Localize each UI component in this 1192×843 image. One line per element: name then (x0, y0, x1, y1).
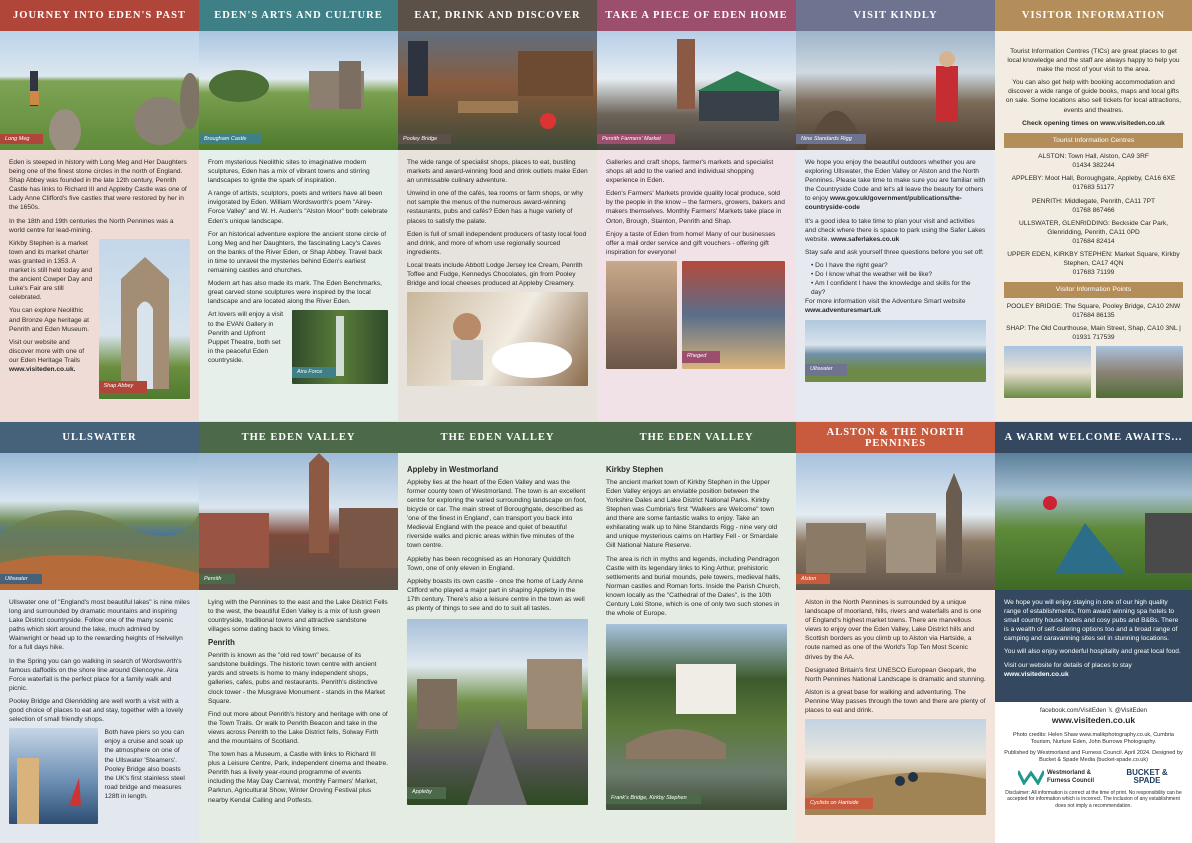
panel-heading: JOURNEY INTO EDEN'S PAST (0, 0, 199, 31)
panel-visitor-information (995, 0, 1192, 421)
address: SHAP: The Old Courthouse, Main Street, Shap, CA10 3NL | 01931 717539 (1006, 324, 1181, 341)
paragraph: Ullswater one of "England's most beautiful lakes" is nine miles long and surrounded by dramatic mountains and inspiring Lake District countryside. Follow one of the many scenic paths which skirt around the lake, much admired by Wainwright or head up to the rewarding heights of Helvellyn for a full days hike. (9, 599, 190, 652)
panel-eat-drink-and-discover (398, 0, 597, 421)
paragraph: We hope you enjoy the beautiful outdoors whether you are exploring Ullswater, the Eden Valley or Alston and the North Pennines. Please take time to make sure you are familiar with the Countryside Code and let's all leave the beauty for others to enjoy www.gov.uk/government/publications/the-countryside-code (805, 159, 986, 212)
photo-cyclists-on-hartside (805, 719, 986, 815)
photo-caption: Shap Abbey (99, 381, 148, 393)
paragraph: Designated Britain's first UNESCO European Geopark, the North Pennines National Landscape is dramatic and stunning. (805, 666, 986, 683)
photo-appleby (407, 619, 588, 805)
panel-warm-welcome (995, 422, 1192, 843)
photo-camping (995, 453, 1192, 590)
paragraph: The ancient market town of Kirkby Stephen in the Upper Eden Valley enjoys an enviable position between the Yorkshire Dales and Lake District National Parks. Kirkby Stephen was Cumbria's first "Walkers are Welcome" town and there are some fantastic walks to enjoy. Take an exhilarating walk up to Nine Standards Rigg - nine very old and unique mysterious cairns on Hartley Fell - or Smardale Gill National Nature Reserve. (606, 478, 778, 550)
panel-body (199, 150, 398, 392)
paragraph: Appleby has been recognised as an Honorary Quidditch Town, one of only eleven in England. (407, 555, 571, 572)
photo-caption: Nine Standards Rigg (796, 134, 866, 144)
photo-alston (796, 453, 995, 590)
paragraph: Visit our website for details of places to stay www.visiteden.co.uk (1004, 661, 1132, 678)
photo-caption: Brougham Castle (199, 134, 261, 144)
panel-body (796, 150, 995, 390)
section-bar: Tourist Information Centres (1004, 133, 1183, 148)
panel-body (995, 31, 1192, 406)
photo-penrith-farmers-market (597, 31, 796, 150)
list-item: • Do I have the right gear? (811, 261, 986, 270)
countryside-code-link[interactable]: www.gov.uk/government/publications/the-countryside-code (805, 195, 962, 212)
section-heading: Penrith (208, 638, 235, 648)
paragraph: Find out more about Penrith's history and heritage with one of the Town Trails. Or walk to Penrith Beacon and take in the views across Penrith to the Lake District fells, Solway Firth and the mountains of Scotland. (208, 710, 388, 745)
panel-heading: ALSTON & THE NORTH PENNINES (796, 422, 995, 453)
panel-heading: EDEN'S ARTS AND CULTURE (199, 0, 398, 31)
photo-ullswater (0, 453, 199, 590)
panel-edens-arts-and-culture (199, 0, 398, 421)
welcome-box (995, 590, 1192, 702)
paragraph: Both have piers so you can enjoy a cruise and soak up the atmosphere on one of the Ullswater 'Steamers'. Pooley Bridge also boasts the UK's first stainless steel road bridge and measures 128ft in length. (104, 729, 185, 800)
photo-shap-abbey (99, 239, 190, 399)
panel-heading: THE EDEN VALLEY (398, 422, 597, 453)
paragraph: A range of artists, sculptors, poets and writers have all been invigorated by Eden. William Wordsworth's poem "Airey-Force Valley" and W. H. Auden's "Alston Moor" both celebrate Eden's unique landscape. (208, 190, 388, 225)
photo-caption: Ullswater (805, 364, 847, 376)
address: ALSTON: Town Hall, Alston, CA9 3RF 01434 382244 (1038, 153, 1149, 170)
paragraph: Tourist Information Centres (TICs) are great places to get local knowledge and the staff are always happy to help you make the most of your visit to the area. (1007, 48, 1180, 74)
paragraph: Appleby lies at the heart of the Eden Valley and was the former county town of Westmorland. The town is an excellent centre for exploring the varied surrounding landscape on foot, bicycle or car. The main street of Boroughgate, described as 'one of the finest in England', can transport you back into Medieval England with the peace and quiet of beautiful riverside walks and picnic areas within five minutes of the town centre. (407, 478, 587, 550)
paragraph: Eden is steeped in history with Long Meg and Her Daughters being one of the finest stone circles in the north of England. Shap Abbey was founded in the late 12th century, Penrith Castle has links to Richard III and Appleby Castle was one of Lady Anne Clifford's five castles that were restored by her in the 1650s. (9, 159, 187, 212)
adventure-smart-link[interactable]: www.adventuresmart.uk (805, 307, 881, 315)
photo-long-meg (0, 31, 199, 150)
photo-building (1096, 346, 1183, 398)
paragraph: Enjoy a taste of Eden from home! Many of our businesses offer a mail order service and gift vouchers - offering gift inspiration for everyone! (606, 230, 776, 256)
paragraph: Eden's Farmers' Markets provide quality local produce, sold by the people in the know – the farmers, growers, bakers and makers themselves. Monthly Farmers' Markets take place in Orton, Brough, Stainton, Penrith and Shap. (606, 190, 785, 225)
photo-ullswater-lake (805, 320, 986, 382)
paragraph: Kirkby Stephen is a market town and its market charter was granted in 1353. A market is still held today and the ancient Cowper Day and Luke's Fair are still celebrated. (9, 239, 93, 302)
panel-visit-kindly (796, 0, 995, 421)
photo-caption: Ullswater (0, 574, 42, 584)
paragraph: Modern art has also made its mark. The Eden Benchmarks, great carved stone sculptures were inspired by the local landscape and are located along the River Eden. (208, 280, 382, 306)
panel-take-a-piece-of-eden-home (597, 0, 796, 421)
photo-penrith (199, 453, 398, 590)
footer (995, 702, 1192, 815)
publisher-credits: Published by Westmorland and Furness Council. April 2024. Designed by Bucket & Spade Media (bucket-spade.co.uk) (1004, 749, 1183, 764)
paragraph: In the Spring you can go walking in search of Wordsworth's famous daffodils on the shore line around Glencoyne. Aira Force waterfall is the perfect place for a family walk and picnic. (9, 657, 182, 692)
photo-caption: Pooley Bridge (398, 134, 451, 144)
paragraph: Lying with the Pennines to the east and the Lake District Fells to the west, the beautiful Eden Valley is a mix of lush green countryside, traditional towns and attractive sandstone villages some dating back to Viking times. (208, 599, 388, 634)
photo-rheged (682, 261, 785, 369)
paragraph: The area is rich in myths and legends, including Pendragon Castle with its legendary links to King Arthur, prehistoric settlements and burial mounds, pele towers, medieval halls, Norman castles and Roman forts. Inside the Parish Church, known locally as the "Cathedral of the Dales", is the 10th Century Loki Stone, which is one of only two such stones in the whole of Europe. (606, 555, 781, 618)
photo-child-by-lake (9, 728, 98, 824)
address: ULLSWATER, GLENRIDDING: Beckside Car Park, Glenridding, Penrith, CA11 0PD 017684 82414 (1018, 219, 1169, 245)
photo-caption: Frank's Bridge, Kirkby Stephen (606, 793, 701, 805)
panel-eden-valley-kirkby-stephen (597, 422, 796, 843)
paragraph: In the 18th and 19th centuries the North Pennines was a world centre for lead-mining. (9, 217, 174, 234)
photo-craft-shop (606, 261, 677, 369)
photo-caption: Rheged (682, 351, 720, 363)
panel-heading: VISIT KINDLY (796, 0, 995, 31)
photo-credits: Photo credits: Helen Shaw www.malikphotography.co.uk, Cumbria Tourism, Nurture Eden, John Burrows Photography. (1012, 731, 1174, 746)
paragraph: The wide range of specialist shops, places to eat, bustling markets and award-winning food and drink outlets make Eden an unmissable culinary adventure. (407, 159, 588, 185)
photo-aira-force (292, 310, 388, 384)
panel-body (0, 150, 199, 407)
paragraph: For an historical adventure explore the ancient stone circle of Long Meg and her Daughters, the fascinating Lacy's Caves on the banks of the River Eden, or Shap Abbey. Travel back in time to unravel the mysteries behind Eden's earliest remaining castles and churches. (208, 230, 387, 275)
panel-heading: THE EDEN VALLEY (199, 422, 398, 453)
safety-questions-list (805, 261, 986, 297)
photo-caption: Cyclists on Hartside (805, 798, 873, 810)
photo-caption: Aira Force (292, 367, 336, 379)
panel-heading: EAT, DRINK AND DISCOVER (398, 0, 597, 31)
paragraph: For more information visit the Adventure Smart website www.adventuresmart.uk (805, 298, 966, 315)
section-heading: Appleby in Westmorland (407, 465, 499, 474)
paragraph: The town has a Museum, a Castle with links to Richard III plus a Leisure Centre, Park, independent cinema and theatre. Penrith has a lively year-round programme of events including the May Day Carnival, monthly Farmers' Market, Parkrun, Agricultural Show, Winter Droving Festival plus nearby Kendal Calling and Potfests. (208, 751, 388, 804)
bucket-spade-logo: BUCKET & SPADE (1126, 767, 1168, 785)
panel-heading: TAKE A PIECE OF EDEN HOME (597, 0, 796, 31)
panel-body (0, 590, 199, 832)
list-item: • Do I know what the weather will be like? (811, 270, 986, 279)
paragraph: From mysterious Neolithic sites to imaginative modern sculptures, Eden has a mix of vibrant towns and stirring landscapes to ignite the spark of inspiration. (208, 159, 370, 185)
paragraph: Alston is a great base for walking and adventuring. The Pennine Way passes through the town and there are plenty of places to eat and drink. (805, 688, 986, 715)
panel-ullswater (0, 422, 199, 843)
social-links[interactable]: facebook.com/VisitEden 𝕏 @VisitEden (1040, 707, 1147, 714)
westmorland-furness-logo: Westmorland & Furness Council (1018, 769, 1095, 785)
panel-body (398, 150, 597, 394)
photo-franks-bridge (606, 624, 787, 810)
photo-caption: Appleby (407, 787, 446, 799)
safer-lakes-link[interactable]: www.saferlakes.co.uk (831, 235, 900, 243)
opening-times-note: Check opening times on www.visiteden.co.uk (1022, 119, 1165, 127)
panel-body (597, 150, 796, 377)
site-url[interactable]: www.visiteden.co.uk (1051, 715, 1136, 726)
address: UPPER EDEN, KIRKBY STEPHEN: Market Square, Kirkby Stephen, CA17 4QN 017683 71199 (1007, 250, 1180, 277)
website-link[interactable]: www.visiteden.co.uk (1004, 670, 1069, 678)
panel-journey-into-edens-past (0, 0, 199, 421)
paragraph: Pooley Bridge and Glenridding are well worth a visit with a good choice of places to eat and stay, together with a lovely selection of small friendly shops. (9, 697, 183, 724)
paragraph: Eden is full of small independent producers of tasty local food and drink, and more of whom use regionally sourced ingredients. (407, 230, 587, 256)
paragraph: Appleby boasts its own castle - once the home of Lady Anne Clifford who played a major part in shaping Appleby in the 17th century. There's also a leisure centre in the town as well as plenty of things to see and do to suit all tastes. (407, 577, 585, 612)
panel-body (597, 453, 796, 818)
list-item: • Am I confident I have the knowledge and skills for the day? (811, 279, 986, 297)
panel-body (398, 453, 597, 813)
paragraph: Penrith is known as the "old red town" because of its sandstone buildings. The historic town centre with ancient yards and streets is home to many independent shops, galleries, cafes, pubs and restaurants. Penrith's distinctive clock tower - the Musgrave Monument - stands in the Market Square. (208, 652, 386, 705)
paragraph: You will also enjoy wonderful hospitality and great local food. (1004, 648, 1181, 656)
photo-caption: Long Meg (0, 134, 43, 144)
address: APPLEBY: Moot Hall, Boroughgate, Appleby, CA16 6XE 017683 51177 (1011, 175, 1176, 192)
paragraph: We hope you will enjoy staying in one of our high quality range of establishments, from award winning spa hotels to small country house hotels and cosy pubs and B&Bs. There is a wealth of self-catering options too and a broad range of camping and caravanning sites set in stunning locations. (1004, 599, 1179, 643)
paragraph: You can also get help with booking accommodation and discover a wide range of guide books, maps and local gifts on sale. Some locations also sell tickets for local attractions, events and theatres. (1005, 79, 1182, 114)
panel-heading: VISITOR INFORMATION (995, 0, 1192, 31)
photo-nine-standards-rigg (796, 31, 995, 150)
paragraph: It's a good idea to take time to plan your visit and activities and check where there is space to park using the Safer Lakes website. www.saferlakes.co.uk (805, 217, 986, 243)
section-bar: Visitor Information Points (1004, 282, 1183, 297)
address: PENRITH: Middlegate, Penrith, CA11 7PT 01768 867466 (1031, 197, 1155, 214)
panel-alston-north-pennines (796, 422, 995, 843)
paragraph: Unwind in one of the cafés, tea rooms or farm shops, or why not sample the menus of the numerous award-winning restaurants, pubs and cafés? Eden has a huge variety of places to satisfy the palate. (407, 190, 583, 225)
panel-eden-valley-appleby (398, 422, 597, 843)
paragraph: Stay safe and ask yourself three questions before you set off: (805, 248, 984, 256)
paragraph: Local treats include Abbott Lodge Jersey Ice Cream, Penrith Toffee and Fudge, Kennedys Chocolates, gin from Pooley Bridge and local cheeses produced at Appleby Creamery. (407, 261, 583, 288)
photo-caption: Alston (796, 574, 830, 584)
photo-caption: Penrith (199, 574, 235, 584)
paragraph: You can explore Neolithic and Bronze Age heritage at Penrith and Eden Museum. (9, 307, 89, 333)
photo-diner-food (407, 292, 588, 386)
paragraph: Visit our website and discover more with one of our Eden Heritage Trails www.visiteden.co.uk. (9, 338, 85, 373)
photo-caption: Penrith Farmers' Market (597, 134, 675, 144)
photo-brougham-castle (199, 31, 398, 150)
section-heading: Kirkby Stephen (606, 465, 664, 474)
panel-eden-valley-penrith (199, 422, 398, 843)
photo-pooley-bridge (398, 31, 597, 150)
panel-heading: A WARM WELCOME AWAITS... (995, 422, 1192, 453)
panel-body (199, 590, 398, 817)
stones-illustration (0, 31, 199, 150)
website-link[interactable]: www.visiteden.co.uk. (9, 365, 76, 373)
photo-building (1004, 346, 1091, 398)
panel-heading: ULLSWATER (0, 422, 199, 453)
paragraph: Alston in the North Pennines is surrounded by a unique landscape of moorland, hills, rivers and waterfalls and is one of England's highest market towns. There are marvellous views to enjoy over the Eden Valley, Lake District hills and Scottish borders as you climb up to Alston via Hartside, a route named as one of the World's Top Ten Most Scenic drives by the AA. (805, 599, 982, 661)
address: POOLEY BRIDGE: The Square, Pooley Bridge, CA10 2NW 017684 86135 (1006, 302, 1181, 319)
paragraph: Art lovers will enjoy a visit to the EVAN Gallery in Penrith and Upfront Puppet Theatre, both set in the peaceful Eden countryside. (208, 311, 284, 364)
panel-heading: THE EDEN VALLEY (597, 422, 796, 453)
panel-body (796, 590, 995, 823)
paragraph: Galleries and craft shops, farmer's markets and specialist shops all add to the varied and individual shopping experience in Eden. (606, 159, 774, 185)
disclaimer: Disclaimer: All information is correct at the time of print. No responsibility can be accepted for information which is incorrect. The inclusion of any establishment does not imply a recommendation. (1005, 789, 1182, 810)
